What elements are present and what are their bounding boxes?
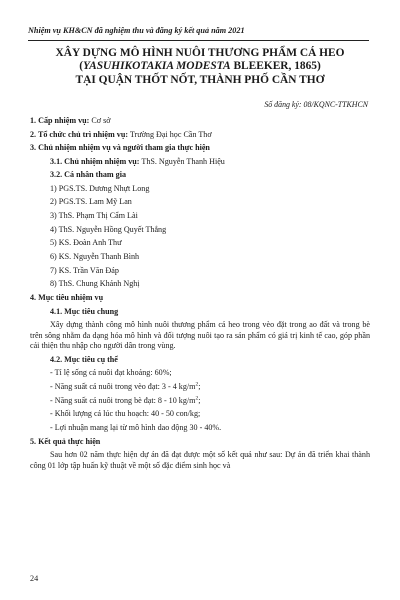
objective-bullet [50, 382, 370, 393]
member-item: 7) KS. Trần Văn Đáp [50, 265, 119, 275]
member-item: 6) KS. Nguyễn Thanh Bình [50, 252, 140, 262]
objective-bullet [50, 396, 370, 407]
section-2-value: Trường Đại học Cần Thơ [128, 129, 212, 139]
title-line-2-rest: BLEEKER, 1865) [230, 60, 321, 73]
section-2-label: 2. Tổ chức chủ trì nhiệm vụ: [30, 129, 129, 139]
section-3-1-value: ThS. Nguyễn Thanh Hiệu [139, 156, 225, 166]
objective-bullet-end: ; [198, 395, 201, 405]
title-line-2 [30, 60, 370, 74]
superscript: 2 [195, 381, 199, 388]
objective-bullet-end: ; [198, 381, 201, 391]
superscript: 2 [195, 395, 199, 401]
running-header: Nhiệm vụ KH&CN đã nghiệm thu và đăng ký kết quả năm 2021 [28, 26, 245, 35]
title-line-2-species: YASUHIKOTAKIA MODESTA [82, 60, 231, 73]
title-line-1: XÂY DỰNG MÔ HÌNH NUÔI THƯƠNG PHẨM CÁ HEO [55, 46, 345, 59]
member-item: 4) ThS. Nguyễn Hồng Quyết Thắng [50, 224, 167, 234]
title-line-3: TẠI QUẬN THỐT NỐT, THÀNH PHỐ CẦN THƠ [75, 74, 325, 87]
general-objective-text: Xây dựng thành công mô hình nuôi thương phẩm cá heo trong vèo đặt trong ao đất và trong bè trên sông nhằm đa dạng hóa mô hình và đối tượng nuôi tạo ra sản phẩm có giá trị kinh tế cao, góp phần cải thiện thu nhập cho người dân trong vùng. [30, 320, 370, 351]
objective-bullet-text: - Năng suất cá nuôi trong vèo đạt: 3 - 4 kg/m [50, 381, 196, 391]
member-item: 1) PGS.TS. Dương Nhựt Long [50, 183, 150, 193]
section-1-value: Cơ sở [89, 115, 111, 125]
member-item: 5) KS. Đoàn Anh Thư [50, 238, 122, 248]
objective-bullet: - Lợi nhuận mang lại từ mô hình dao động 30 - 40%. [50, 423, 222, 433]
header-rule [28, 40, 369, 41]
section-5-heading: 5. Kết quả thực hiện [30, 436, 101, 446]
section-2 [30, 130, 370, 141]
registration-number: Số đăng ký: 08/KQNC-TTKHCN [264, 99, 368, 109]
section-3-heading: 3. Chủ nhiệm nhiệm vụ và người tham gia thực hiện [30, 143, 210, 153]
section-4-1-heading: 4.1. Mục tiêu chung [50, 306, 119, 316]
member-item: 2) PGS.TS. Lam Mỹ Lan [50, 197, 132, 207]
section-1 [30, 116, 370, 127]
section-1-label: 1. Cấp nhiệm vụ: [30, 115, 90, 125]
section-4-2-heading: 4.2. Mục tiêu cụ thể [50, 354, 118, 364]
member-item: 8) ThS. Chung Khánh Nghị [50, 279, 140, 289]
objective-bullet: - Tỉ lệ sống cá nuôi đạt khoảng: 60%; [50, 368, 172, 378]
member-item: 3) ThS. Phạm Thị Cẩm Lài [50, 210, 138, 220]
objective-bullet-text: - Năng suất cá nuôi trong bè đạt: 8 - 10 kg/m [50, 395, 196, 405]
objective-bullet: - Khối lượng cá lúc thu hoạch: 40 - 50 con/kg; [50, 409, 201, 419]
section-3-1 [50, 157, 370, 168]
results-text: Sau hơn 02 năm thực hiện dự án đã đạt được một số kết quả như sau: Dự án đã triển khai thành công 01 lớp tập huấn kỹ thuật về một số đặc điểm sinh học và [30, 450, 370, 470]
title-line-2-open: ( [79, 60, 83, 73]
page-number: 24 [30, 574, 39, 583]
document-title [30, 47, 370, 88]
section-4-heading: 4. Mục tiêu nhiệm vụ [30, 293, 104, 303]
section-3-1-label: 3.1. Chủ nhiệm nhiệm vụ: [50, 156, 140, 166]
section-3-2-heading: 3.2. Cá nhân tham gia [50, 170, 127, 180]
